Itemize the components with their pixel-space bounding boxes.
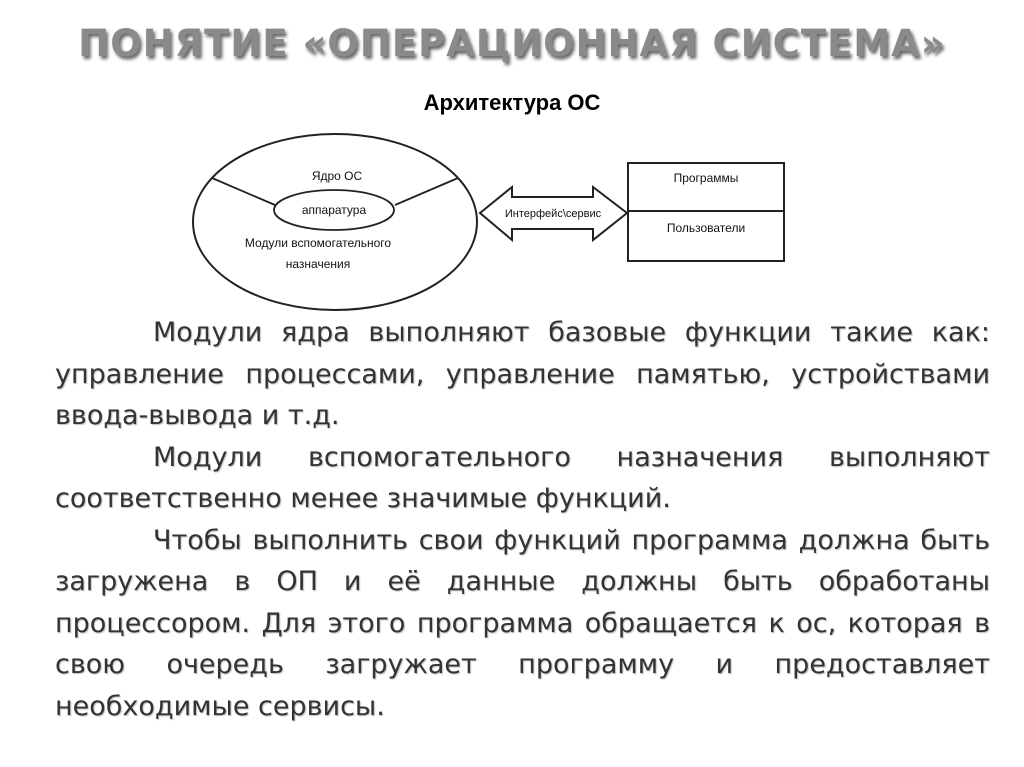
kernel-label: Ядро ОС [311,169,363,183]
body-text [55,312,990,727]
programs-label: Программы [673,171,739,185]
aux-modules-label-line2: назначения [285,257,351,271]
interface-label: Интерфейс\сервис [504,208,602,220]
hardware-label: аппаратура [301,203,367,217]
slide-subtitle: Архитектура ОС [423,90,601,115]
paragraph-kernel-modules: Модули ядра выполняют базовые функции такие как: управление процессами, управление памятью, устройствами ввода-вывода и т.д. [55,317,990,431]
kernel-divider-right [395,178,458,205]
os-outer-ellipse [193,134,477,310]
kernel-divider-left [212,178,275,205]
slide-title: ПОНЯТИЕ «ОПЕРАЦИОННАЯ СИСТЕМА» [78,22,946,65]
users-label: Пользователи [666,221,746,235]
paragraph-program-execution: Чтобы выполнить свои функций программа должна быть загружена в ОП и её данные должны быть обработаны процессором. Для этого программа обращается к ос, которая в свою очередь загружает программу и предоставляет необходимые сервисы. [55,524,990,722]
paragraph-aux-modules: Модули вспомогательного назначения выполняют соответственно менее значимые функций. [55,441,990,514]
aux-modules-label-line1: Модули вспомогательного [244,236,392,250]
